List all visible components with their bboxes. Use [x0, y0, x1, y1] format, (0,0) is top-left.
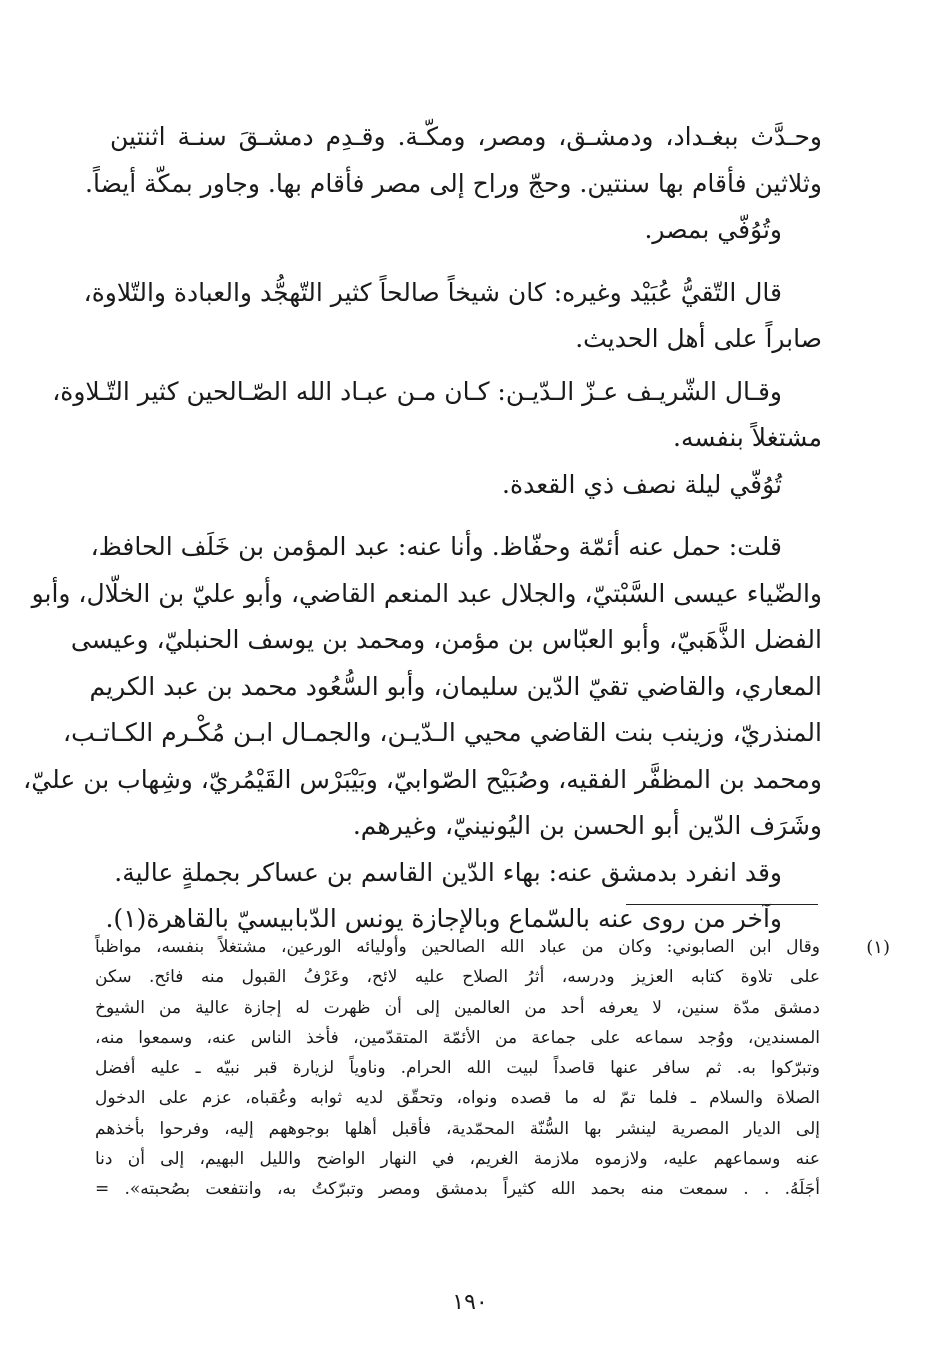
text-line: مشتغلاً بنفسه.: [673, 423, 822, 452]
footnote-separator: [626, 904, 818, 905]
footnote-line: وقال ابن الصابوني: وكان من عباد الله الصالحين وأوليائه الورعين، مشتغلاً بنفسه، مواظباً: [95, 937, 820, 957]
footnote-line: أجَلَهُ. . . سمعت منه بحمد الله كثيراً بدمشق ومصر وتبرّكتُ به، وانتفعت بصُحبته». =: [95, 1179, 820, 1200]
page-number: ١٩٠: [452, 1290, 488, 1315]
text-line: المنذريّ، وزينب بنت القاضي محيي الـدّيـن، والجمـال ابـن مُكْـرم الكـاتـب،: [63, 718, 822, 747]
text-line: وقد انفرد بدمشق عنه: بهاء الدّين القاسم بن عساكر بجملةٍ عالية.: [114, 857, 782, 887]
text-line: وآخر من روى عنه بالسّماع وبالإجازة يونس الدّبابيسيّ بالقاهرة(١).: [105, 904, 782, 933]
text-line: تُوُفّي ليلة نصف ذي القعدة.: [502, 469, 782, 499]
text-line: وثلاثين فأقام بها سنتين. وحجّ وراح إلى مصر فأقام بها. وجاور بمكّة أيضاً.: [85, 168, 822, 198]
text-line: والضّياء عيسى السَّبْتيّ، والجلال عبد المنعم القاضي، وأبو عليّ بن الخلّال، وأبو: [31, 578, 822, 608]
footnote-line: الصلاة والسلام ـ فلما تمّ له ما قصده ونواه، وتحقّق لديه ثوابه وعُقباه، عزم على الدخول: [95, 1088, 820, 1109]
footnote-line: إلى الديار المصرية لينشر بها السُّنّة المحمّدية، فأقبل أهلها بوجوههم إليه، وفرحوا بأخذهم: [95, 1118, 820, 1139]
text-line: صابراً على أهل الحديث.: [575, 324, 822, 353]
text-line: وشَرَف الدّين أبو الحسن بن اليُونينيّ، وغيرهم.: [352, 811, 822, 840]
text-line: الفضل الذَّهَبيّ، وأبو العبّاس بن مؤمن، ومحمد بن يوسف الحنبليّ، وعيسى: [70, 625, 822, 654]
text-line: وحـدَّث ببغـداد، ودمشـق، ومصر، ومكّـة. وقـدِم دمشـقَ سنـة اثنتين: [110, 122, 822, 151]
text-line: وتُوُفّي بمصر.: [644, 215, 782, 244]
footnote-line: على تلاوة كتابه العزيز ودرسه، أثرُ الصلاح عليه لائح، وعَرْفُ القبول منه فائح. سكن: [95, 967, 820, 988]
footnote-line: عنه وسماعهم عليه، ولازموه ملازمة الغريم، في النهار الواضح والليل البهيم، إلى أن دنا: [95, 1149, 820, 1170]
text-line: قال التّقيُّ عُبَيْد وغيره: كان شيخاً صالحاً كثير التّهجُّد والعبادة والتّلاوة،: [83, 277, 782, 307]
footnote-marker: (١): [866, 937, 890, 958]
footnotes: [95, 932, 890, 1205]
footnote-line: دمشق مدّة سنين، لا يعرفه أحد من العالمين إلى أن ظهرت له إجازة عالية من الشيوخ: [95, 997, 820, 1018]
footnote-line: وتبرّكوا به. ثم سافر عنها قاصداً لبيت الله الحرام. وناوياً لزيارة قبر نبيّه ـ عليه أفضل: [95, 1058, 820, 1079]
text-line: المعاري، والقاضي تقيّ الدّين سليمان، وأبو السُّعُود محمد بن عبد الكريم: [89, 671, 822, 701]
text-line: ومحمد بن المظفَّر الفقيه، وصُبَيْح الصّوابيّ، وبَيْبَرْس القَيْمُريّ، وشِهاب بن عليّ،: [23, 764, 822, 794]
main-text: [23, 114, 822, 943]
footnote-line: المسندين، ووُجد سماعه على جماعة من الأئمّة المتقدّمين، فأخذ الناس عنه، وسمعوا منه،: [95, 1027, 820, 1048]
text-line: وقـال الشّريـف عـزّ الـدّيـن: كـان مـن عبـاد الله الصّـالحين كثير التّـلاوة،: [52, 376, 782, 406]
text-line: قلت: حمل عنه أئمّة وحفّاظ. وأنا عنه: عبد المؤمن بن خَلَف الحافظ،: [90, 532, 782, 561]
